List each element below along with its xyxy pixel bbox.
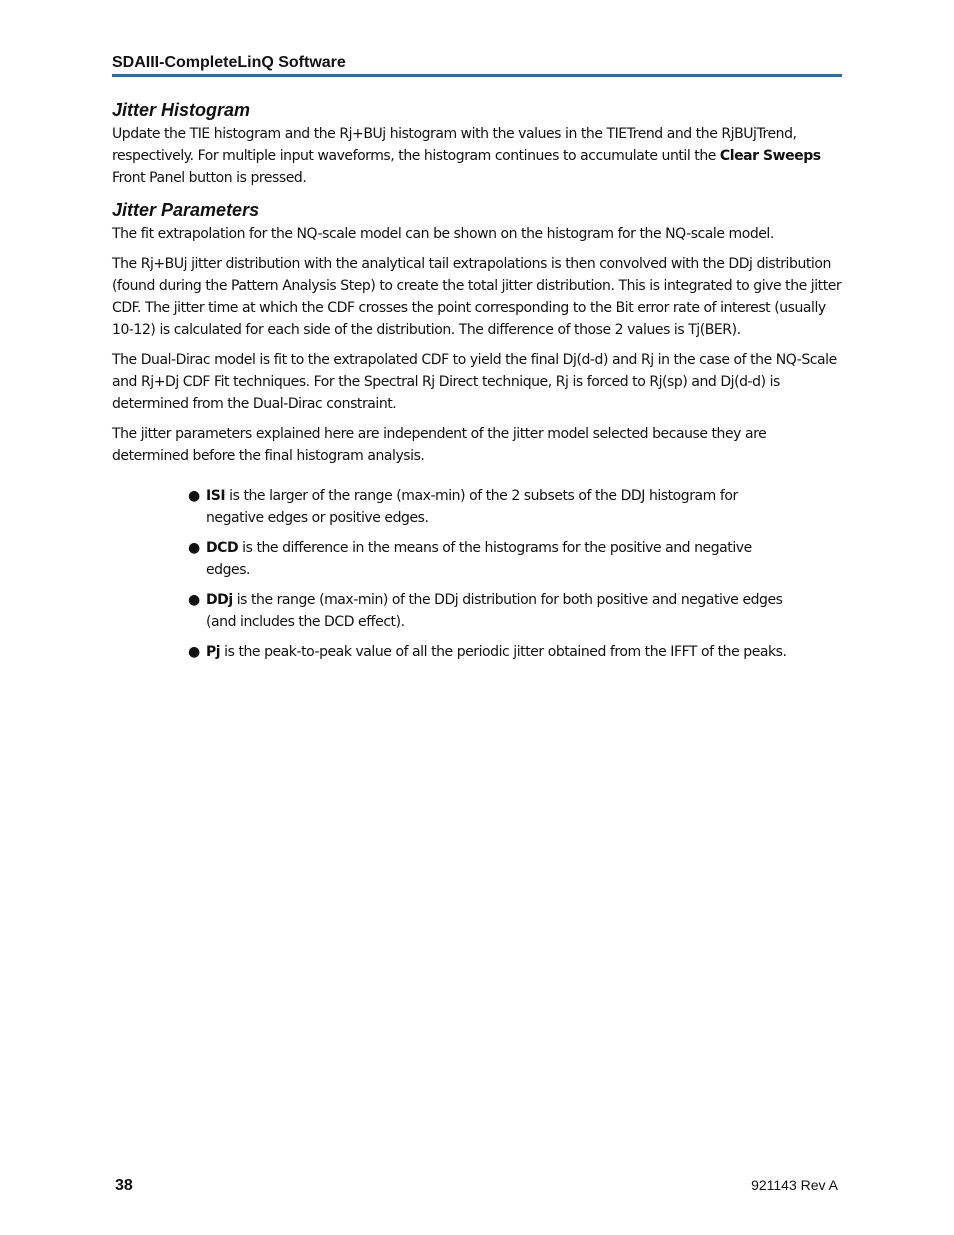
page-content (112, 99, 844, 673)
list-item-term: DCD (206, 540, 239, 556)
list-item (188, 641, 796, 663)
list-item (188, 589, 796, 633)
list-item-text: is the range (max-min) of the DDj distribution for both positive and negative edges (and includes the DCD effect). (206, 592, 783, 630)
section-jitter-histogram (112, 99, 844, 189)
list-item-term: DDj (206, 592, 233, 608)
parameters-paragraph-2: The Rj+BUj jitter distribution with the analytical tail extrapolations is then convolved with the DDj distribution (found during the Pattern Analysis Step) to create the total jitter distribution. This is integrated to give the jitter CDF. The jitter time at which the CDF crosses the point corresponding to the Bit error rate of interest (usually 10-12) is calculated for each side of the distribution. The difference of those 2 values is Tj(BER). (112, 256, 842, 338)
list-item (188, 485, 796, 529)
list-item-term: Pj (206, 644, 221, 660)
jitter-parameter-list (188, 485, 796, 663)
histogram-paragraph (112, 123, 844, 189)
list-item (188, 537, 796, 581)
clear-sweeps-term: Clear Sweeps (719, 148, 821, 164)
histogram-text-end: Front Panel button is pressed. (112, 170, 307, 186)
bullet-icon: ● (188, 644, 200, 660)
running-header-title: SDAIII-CompleteLinQ Software (112, 54, 346, 71)
histogram-text-start: Update the TIE histogram and the Rj+BUj histogram with the values in the TIETrend and the RjBUjTrend, respectively. For multiple input waveforms, the histogram continues to accumulate until the (112, 126, 797, 164)
list-item-text: is the larger of the range (max-min) of the 2 subsets of the DDJ histogram for negative edges or positive edges. (206, 488, 738, 526)
list-item-text: is the difference in the means of the histograms for the positive and negative edges. (206, 540, 752, 578)
section-heading-parameters: Jitter Parameters (112, 200, 260, 220)
bullet-icon: ● (188, 592, 200, 608)
parameters-paragraph-1: The fit extrapolation for the NQ-scale model can be shown on the histogram for the NQ-scale model. (112, 226, 774, 242)
section-jitter-parameters (112, 199, 844, 663)
bullet-icon: ● (188, 488, 200, 504)
section-heading-histogram: Jitter Histogram (112, 100, 251, 120)
parameters-paragraph-4: The jitter parameters explained here are independent of the jitter model selected because they are determined before the final histogram analysis. (112, 426, 767, 464)
bullet-icon: ● (188, 540, 200, 556)
list-item-term: ISI (206, 488, 226, 504)
page-number: 38 (115, 1177, 133, 1194)
list-item-text: is the peak-to-peak value of all the periodic jitter obtained from the IFFT of the peaks. (220, 644, 787, 660)
document-id: 921143 Rev A (751, 1177, 838, 1193)
header-divider (112, 74, 842, 77)
parameters-paragraph-3: The Dual-Dirac model is fit to the extrapolated CDF to yield the final Dj(d-d) and Rj in the case of the NQ-Scale and Rj+Dj CDF Fit techniques. For the Spectral Rj Direct technique, Rj is forced to Rj(sp) and Dj(d-d) is determined from the Dual-Dirac constraint. (112, 352, 837, 412)
